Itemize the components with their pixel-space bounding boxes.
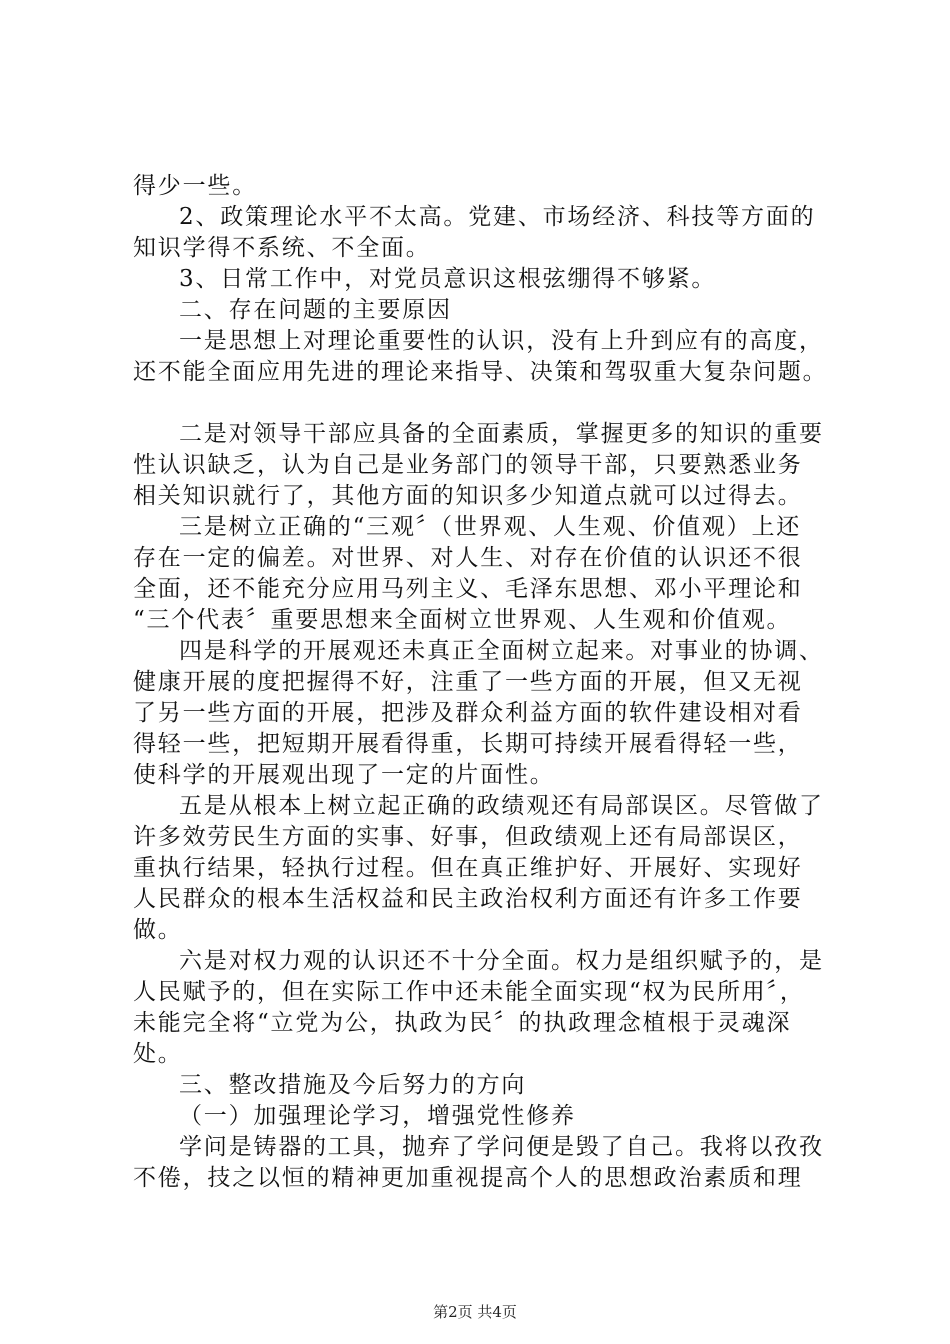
text-line: 得少一些。 bbox=[133, 173, 257, 199]
text-line: 使科学的开展观出现了一定的片面性。 bbox=[133, 762, 555, 788]
text-line: 未能完全将“立党为公，执政为民〞的执政理念植根于灵魂深 bbox=[133, 1010, 792, 1036]
text-line: 五是从根本上树立起正确的政绩观还有局部误区。尽管做了 bbox=[179, 793, 824, 819]
section-heading: 二、存在问题的主要原因 bbox=[179, 297, 452, 323]
text-line: 全面，还不能充分应用马列主义、毛泽东思想、邓小平理论和 bbox=[133, 576, 803, 602]
text-line: 知识学得不系统、不全面。 bbox=[133, 235, 431, 261]
text-line: 二是对领导干部应具备的全面素质，掌握更多的知识的重要 bbox=[179, 421, 824, 447]
page-footer: 第2页 共4页 bbox=[433, 1303, 517, 1321]
text-line: 一是思想上对理论重要性的认识，没有上升到应有的高度， bbox=[179, 328, 824, 354]
text-line: 处。 bbox=[133, 1041, 183, 1067]
text-line: 2、政策理论水平不太高。党建、市场经济、科技等方面的 bbox=[179, 204, 816, 230]
text-line: 做。 bbox=[133, 917, 183, 943]
subsection-heading: （一）加强理论学习，增强党性修养 bbox=[179, 1103, 576, 1129]
text-line: 人民群众的根本生活权益和民主政治权利方面还有许多工作要 bbox=[133, 886, 803, 912]
text-line: 六是对权力观的认识还不十分全面。权力是组织赋予的，是 bbox=[179, 948, 824, 974]
text-line: 不倦，技之以恒的精神更加重视提高个人的思想政治素质和理 bbox=[133, 1165, 803, 1191]
text-line: 学问是铸器的工具，抛弃了学问便是毁了自己。我将以孜孜 bbox=[179, 1134, 824, 1160]
text-line: 健康开展的度把握得不好，注重了一些方面的开展，但又无视 bbox=[133, 669, 803, 695]
text-line: 存在一定的偏差。对世界、对人生、对存在价值的认识还不很 bbox=[133, 545, 803, 571]
text-line: 了另一些方面的开展，把涉及群众利益方面的软件建设相对看 bbox=[133, 700, 803, 726]
text-line: 3、日常工作中，对党员意识这根弦绷得不够紧。 bbox=[179, 266, 717, 292]
text-line: 四是科学的开展观还未真正全面树立起来。对事业的协调、 bbox=[179, 638, 824, 664]
body-text bbox=[133, 171, 833, 1194]
text-line: 人民赋予的，但在实际工作中还未能全面实现“权为民所用〞， bbox=[133, 979, 805, 1005]
text-line: 三是树立正确的“三观〞（世界观、人生观、价值观）上还 bbox=[179, 514, 802, 540]
text-line: 相关知识就行了，其他方面的知识多少知道点就可以过得去。 bbox=[133, 483, 803, 509]
text-line: 许多效劳民生方面的实事、好事，但政绩观上还有局部误区， bbox=[133, 824, 803, 850]
paragraph-gap bbox=[133, 388, 833, 419]
text-line: 重执行结果，轻执行过程。但在真正维护好、开展好、实现好 bbox=[133, 855, 803, 881]
text-line: 性认识缺乏，认为自己是业务部门的领导干部，只要熟悉业务 bbox=[133, 452, 803, 478]
text-line: 得轻一些，把短期开展看得重，长期可持续开展看得轻一些， bbox=[133, 731, 803, 757]
text-line: 还不能全面应用先进的理论来指导、决策和驾驭重大复杂问题。 bbox=[133, 359, 828, 385]
text-line: “三个代表〞重要思想来全面树立世界观、人生观和价值观。 bbox=[133, 607, 792, 633]
section-heading: 三、整改措施及今后努力的方向 bbox=[179, 1072, 527, 1098]
